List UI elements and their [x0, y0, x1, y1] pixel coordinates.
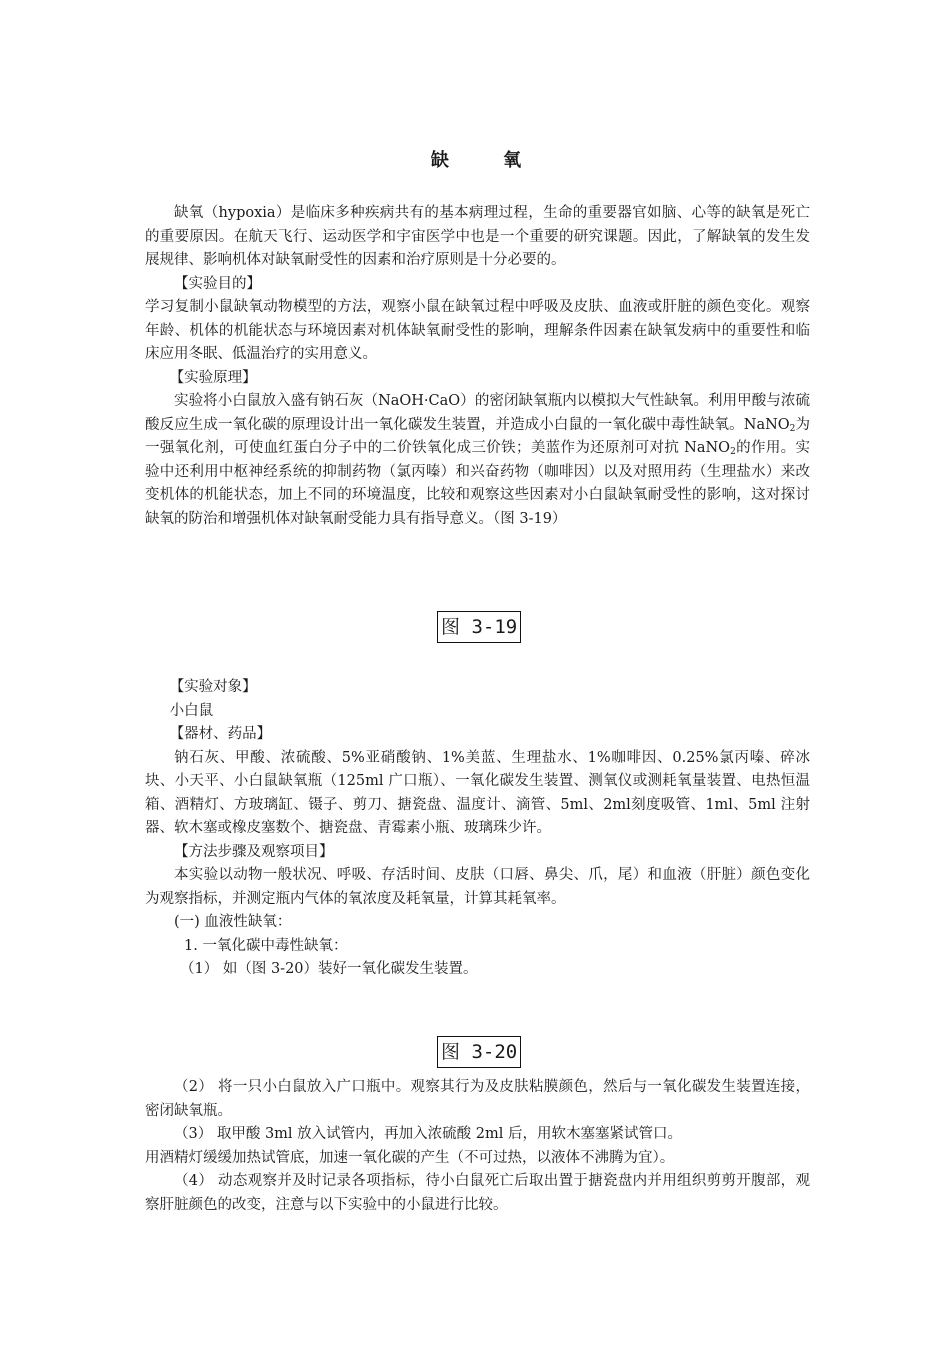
subject-heading: 【实验对象】 [169, 679, 257, 695]
purpose-heading: 【实验目的】 [174, 275, 261, 292]
principle-paragraph [145, 390, 810, 531]
figure-3-20-label: 图 3-20 [437, 1036, 521, 1068]
principle-text-b: 为一强氧化剂，可使血红蛋白分子中的二价铁氧化成三价铁；美蓝作为还原剂可对抗 NaNO [145, 416, 811, 456]
text-block-1 [145, 202, 810, 531]
text-block-3 [145, 1076, 810, 1217]
page-title: 缺 氧 [430, 150, 546, 171]
principle-heading: 【实验原理】 [169, 369, 257, 386]
principle-sub-a: 2 [789, 423, 796, 434]
purpose-paragraph: 学习复制小鼠缺氧动物模型的方法，观察小鼠在缺氧过程中呼吸及皮肤、血液或肝脏的颜色变化。观察年龄、机体的机能状态与环境因素对机体缺氧耐受性的影响，理解条件因素在缺氧发病中的重要性和临床应用冬眠、低温治疗的实用意义。 [145, 299, 810, 362]
figure-3-19-label: 图 3-19 [437, 611, 521, 643]
methods-paragraph: 本实验以动物一般状况、呼吸、存活时间、皮肤（口唇、鼻尖、爪，尾）和血液（肝脏）颜色变化为观察指标，并测定瓶内气体的氧浓度及耗氧量，计算其耗氧率。 [145, 867, 810, 907]
principle-text-c: 的作用。实验中还利用中枢神经系统的抑制药物（氯丙嗪）和兴奋药物（咖啡因）以及对照用药（生理盐水）来改变机体的机能状态，加上不同的环境温度，比较和观察这些因素对小白鼠缺氧耐受性的影响，这对探讨缺氧的防治和增强机体对缺氧耐受能力具有指导意义。（图 3-19） [145, 440, 811, 527]
methods-heading: 【方法步骤及观察项目】 [174, 843, 334, 860]
materials-heading: 【器材、药品】 [169, 726, 272, 742]
step-2: （2） 将一只小白鼠放入广口瓶中。观察其行为及皮肤粘膜颜色，然后与一氧化碳发生装置连接，密闭缺氧瓶。 [145, 1079, 810, 1119]
section-blood-hypoxia: (一) 血液性缺氧： [174, 914, 292, 930]
principle-text-a: 实验将小白鼠放入盛有钠石灰（NaOH·CaO）的密闭缺氧瓶内以模拟大气性缺氧。利用甲酸与浓硫酸反应生成一氧化碳的原理设计出一氧化碳发生装置，并造成小白鼠的一氧化碳中毒性缺氧。NaNO [145, 393, 810, 433]
item-co-poisoning: 1. 一氧化碳中毒性缺氧： [184, 937, 348, 954]
materials-paragraph: 钠石灰、甲酸、浓硫酸、5%亚硝酸钠、1%美蓝、生理盐水、1%咖啡因、0.25%氯丙嗪、碎冰块、小天平、小白鼠缺氧瓶（125ml 广口瓶）、一氧化碳发生装置、测氧仪或测耗氧量装置、电热恒温箱、酒精灯、方玻璃缸、镊子、剪刀、搪瓷盘、温度计、滴管、5ml、2ml刻度吸管、1ml、5ml 注射器、软木塞或橡皮塞数个、搪瓷盘、青霉素小瓶、玻璃珠少许。 [145, 749, 810, 836]
step-3b: 用酒精灯缓缓加热试管底，加速一氧化碳的产生（不可过热，以液体不沸腾为宜）。 [145, 1149, 675, 1166]
step-4: （4） 动态观察并及时记录各项指标，待小白鼠死亡后取出置于搪瓷盘内并用组织剪剪开腹部，观察肝脏颜色的改变，注意与以下实验中的小鼠进行比较。 [145, 1173, 810, 1213]
step-1: （1） 如（图 3-20）装好一氧化碳发生装置。 [180, 961, 478, 977]
text-block-2 [145, 676, 810, 982]
principle-sub-b: 2 [730, 447, 736, 457]
step-3a: （3） 取甲酸 3ml 放入试管内，再加入浓硫酸 2ml 后，用软木塞塞紧试管口。 [174, 1126, 682, 1142]
intro-paragraph: 缺氧（hypoxia）是临床多种疾病共有的基本病理过程，生命的重要器官如脑、心等的缺氧是死亡的重要原因。在航天飞行、运动医学和宇宙医学中也是一个重要的研究课题。因此，了解缺氧的发生发展规律、影响机体对缺氧耐受性的因素和治疗原则是十分必要的。 [145, 205, 810, 268]
subject-text: 小白鼠 [169, 702, 214, 719]
